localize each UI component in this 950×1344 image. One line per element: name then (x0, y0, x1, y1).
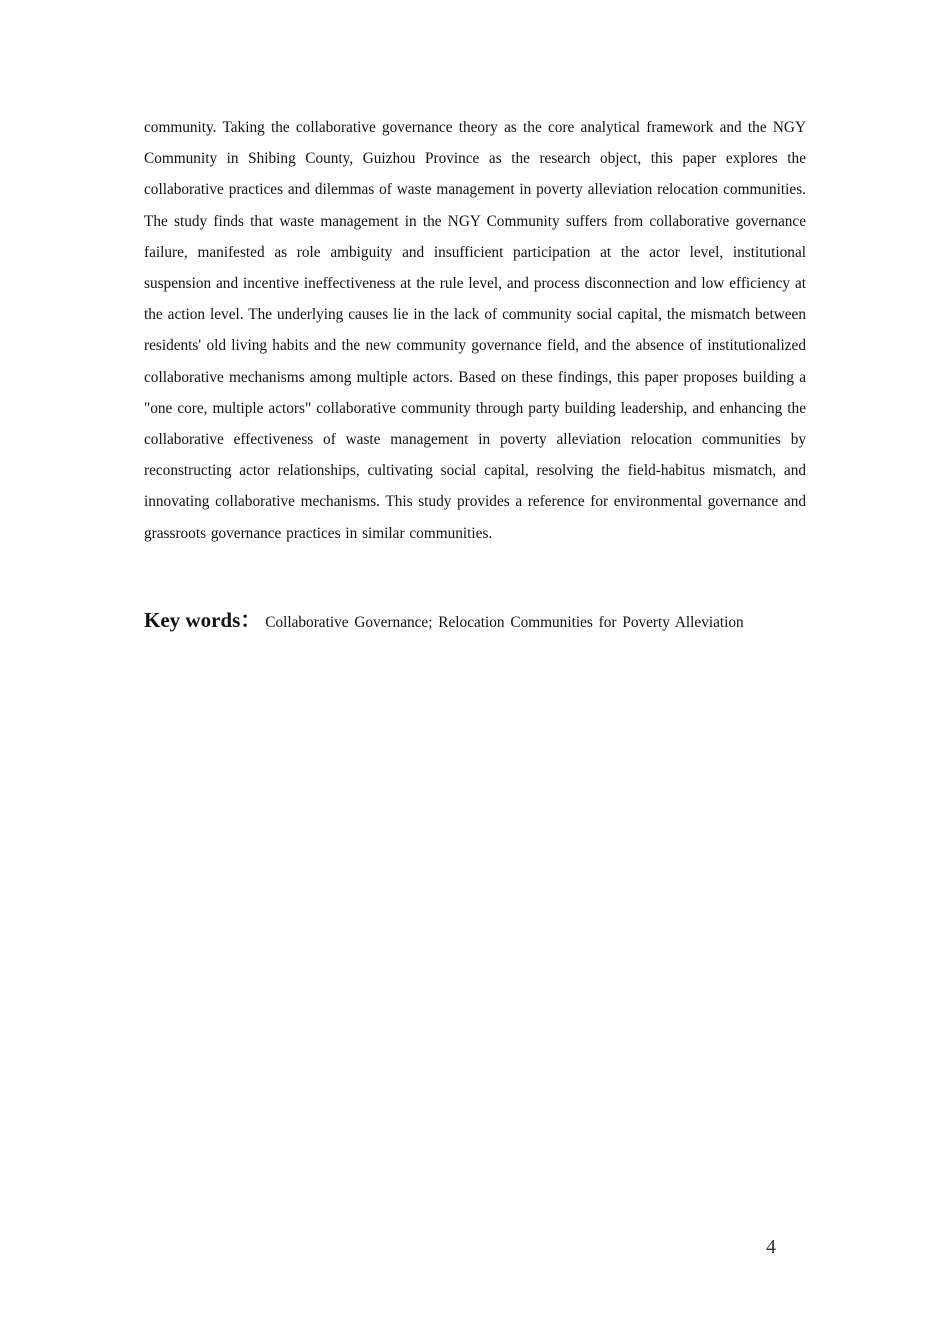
keywords-label: Key words： (144, 608, 262, 632)
keywords-line (144, 604, 844, 634)
page-number: 4 (766, 1236, 776, 1258)
keywords-value: Collaborative Governance; Relocation Communities for Poverty Alleviation (265, 614, 744, 631)
abstract-paragraph: community. Taking the collaborative governance theory as the core analytical framework and the NGY Community in Shibing County, Guizhou Province as the research object, this paper explores the collaborative practices and dilemmas of waste management in poverty alleviation relocation communities. The study finds that waste management in the NGY Community suffers from collaborative governance failure, manifested as role ambiguity and insufficient participation at the actor level, institutional suspension and incentive ineffectiveness at the rule level, and process disconnection and low efficiency at the action level. The underlying causes lie in the lack of community social capital, the mismatch between residents' old living habits and the new community governance field, and the absence of institutionalized collaborative mechanisms among multiple actors. Based on these findings, this paper proposes building a "one core, multiple actors" collaborative community through party building leadership, and enhancing the collaborative effectiveness of waste management in poverty alleviation relocation communities by reconstructing actor relationships, cultivating social capital, resolving the field-habitus mismatch, and innovating collaborative mechanisms. This study provides a reference for environmental governance and grassroots governance practices in similar communities. (144, 119, 806, 542)
